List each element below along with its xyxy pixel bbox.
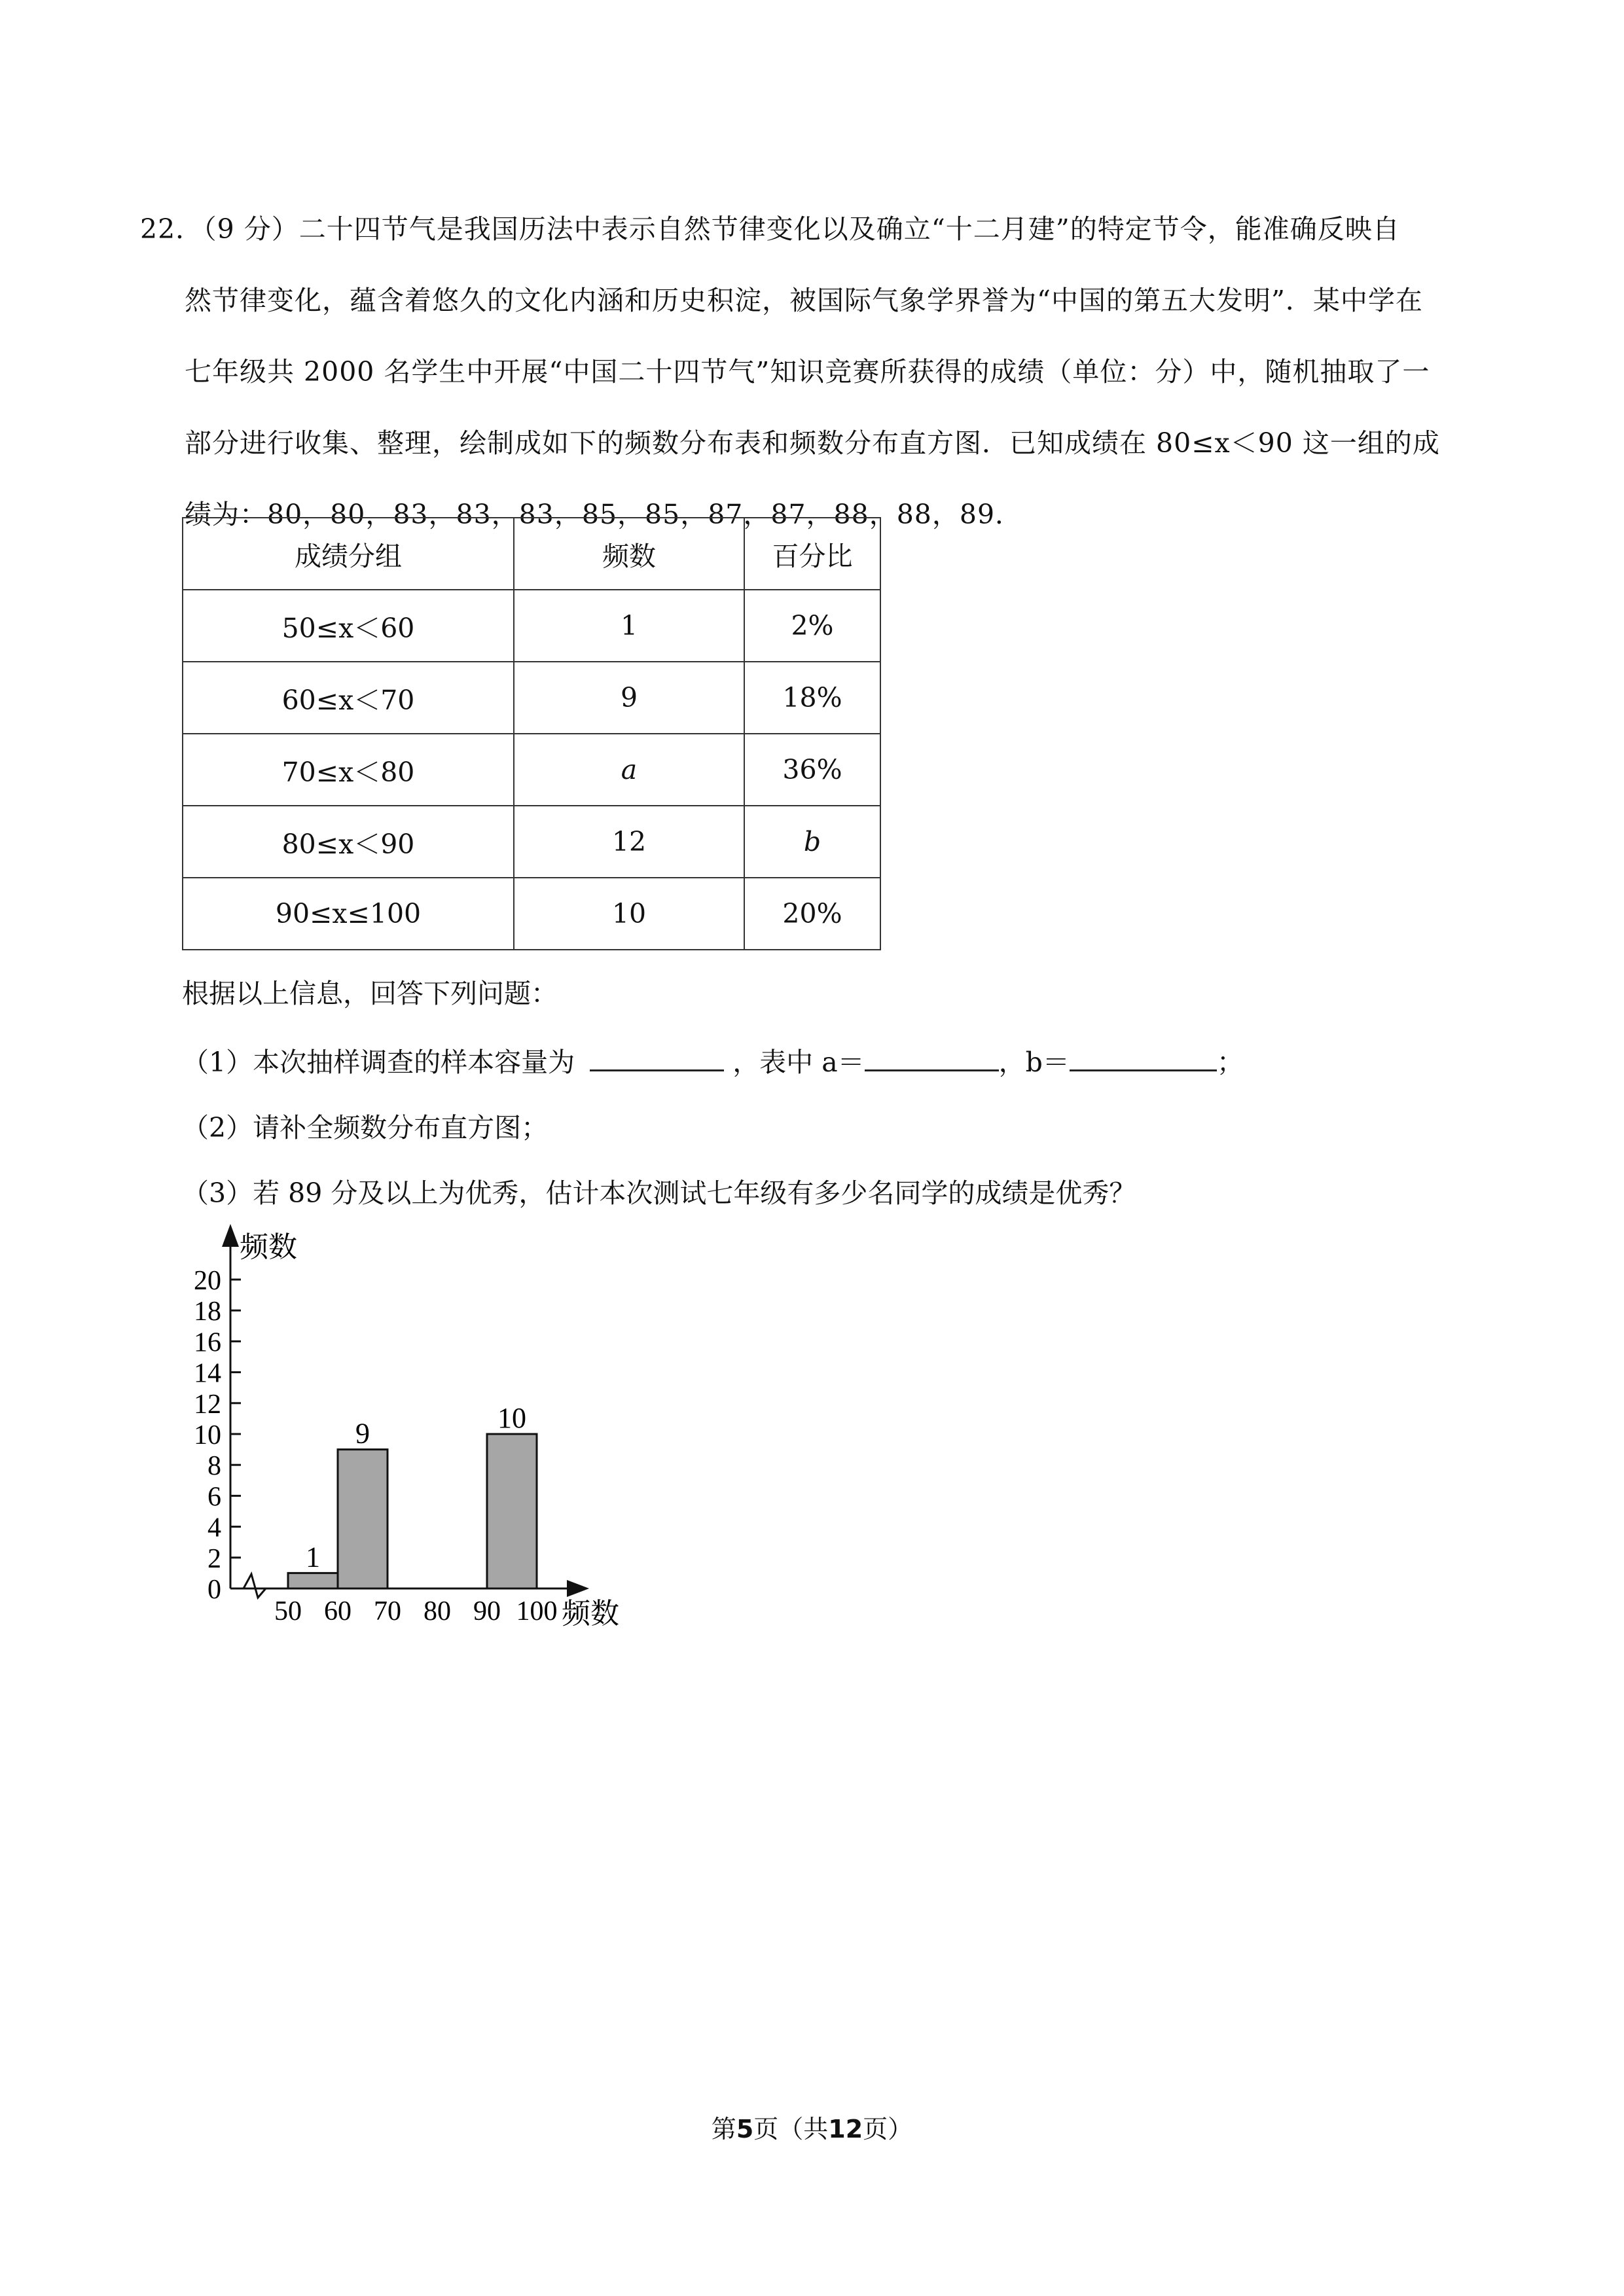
y-tick-label: 14: [194, 1358, 221, 1389]
footer-mid: 页（共: [753, 2115, 829, 2144]
q1-text-a: （1）本次抽样调查的样本容量为: [182, 1047, 575, 1078]
cell-group: 60≤x＜70: [183, 662, 514, 734]
x-tick-label: 80: [424, 1596, 451, 1626]
q1-text-b: ，表中 a＝: [732, 1047, 865, 1078]
page-footer: [0, 2109, 1624, 2145]
cell-pct: 18%: [744, 662, 880, 734]
cell-pct: 36%: [744, 734, 880, 806]
bar-value-label: 9: [355, 1417, 370, 1450]
header-freq: 频数: [514, 518, 744, 590]
problem-line: 七年级共 2000 名学生中开展“中国二十四节气”知识竞赛所获得的成绩（单位：分）中，随机抽取了一: [185, 356, 1430, 387]
cell-freq: 10: [514, 878, 744, 950]
y-tick-label: 18: [194, 1297, 221, 1327]
histogram-bar: [487, 1434, 537, 1588]
y-axis-arrow: [222, 1224, 239, 1247]
cell-group: 50≤x＜60: [183, 590, 514, 662]
footer-total: 12: [828, 2115, 863, 2144]
y-tick-label: 2: [208, 1543, 221, 1574]
cell-group: 80≤x＜90: [183, 806, 514, 878]
y-tick-label: 0: [208, 1575, 221, 1605]
problem-line: 然节律变化，蕴含着悠久的文化内涵和历史积淀，被国际气象学界誉为“中国的第五大发明”．某中学在: [185, 285, 1423, 316]
x-axis-label: 频数: [562, 1598, 619, 1630]
x-tick-label: 50: [274, 1596, 302, 1626]
x-tick-label: 100: [516, 1596, 558, 1626]
problem-line: 部分进行收集、整理，绘制成如下的频数分布表和频数分布直方图．已知成绩在 80≤x＜90 这一组的成: [185, 427, 1440, 459]
footer-suffix: 页）: [863, 2115, 913, 2144]
y-tick-label: 4: [208, 1513, 221, 1543]
x-tick-label: 90: [473, 1596, 501, 1626]
header-group: 成绩分组: [183, 518, 514, 590]
bar-value-label: 1: [306, 1541, 320, 1573]
footer-prefix: 第: [711, 2115, 736, 2144]
axis-break-mark: [230, 1574, 288, 1598]
x-tick-label: 70: [374, 1596, 401, 1626]
y-tick-label: 8: [208, 1451, 221, 1482]
question-2: （2）请补全频数分布直方图；: [182, 1112, 549, 1143]
cell-freq: 12: [514, 806, 744, 878]
cell-pct: 20%: [744, 878, 880, 950]
cell-group: 90≤x≤100: [183, 878, 514, 950]
bar-value-label: 10: [497, 1402, 526, 1434]
header-pct: 百分比: [744, 518, 880, 590]
y-tick-label: 6: [208, 1482, 221, 1513]
cell-freq: a: [514, 734, 744, 806]
y-tick-label: 12: [194, 1389, 221, 1420]
y-tick-label: 20: [194, 1266, 221, 1296]
cell-freq: 9: [514, 662, 744, 734]
footer-page: 5: [736, 2115, 754, 2144]
x-tick-label: 60: [324, 1596, 352, 1626]
q1-text-c: ，b＝: [998, 1047, 1070, 1078]
problem-line: 22．（9 分）二十四节气是我国历法中表示自然节律变化以及确立“十二月建”的特定节令，能准确反映自: [140, 213, 1400, 245]
histogram-bar: [288, 1573, 338, 1588]
problem-line: 绩为：80，80，83，83，83，85，85，87，87，88，88，89．: [185, 499, 1023, 530]
cell-pct: 2%: [744, 590, 880, 662]
questions-intro: 根据以上信息，回答下列问题：: [182, 978, 558, 1009]
cell-freq: 1: [514, 590, 744, 662]
histogram-bar: [338, 1450, 388, 1588]
question-3: （3）若 89 分及以上为优秀，估计本次测试七年级有多少名同学的成绩是优秀？: [182, 1177, 1136, 1209]
cell-pct: b: [744, 806, 880, 878]
cell-group: 70≤x＜80: [183, 734, 514, 806]
q1-text-d: ；: [1216, 1047, 1244, 1078]
y-tick-label: 10: [194, 1420, 221, 1450]
x-axis-arrow: [567, 1580, 589, 1597]
y-axis-label: 频数: [240, 1231, 297, 1263]
y-tick-label: 16: [194, 1327, 221, 1358]
